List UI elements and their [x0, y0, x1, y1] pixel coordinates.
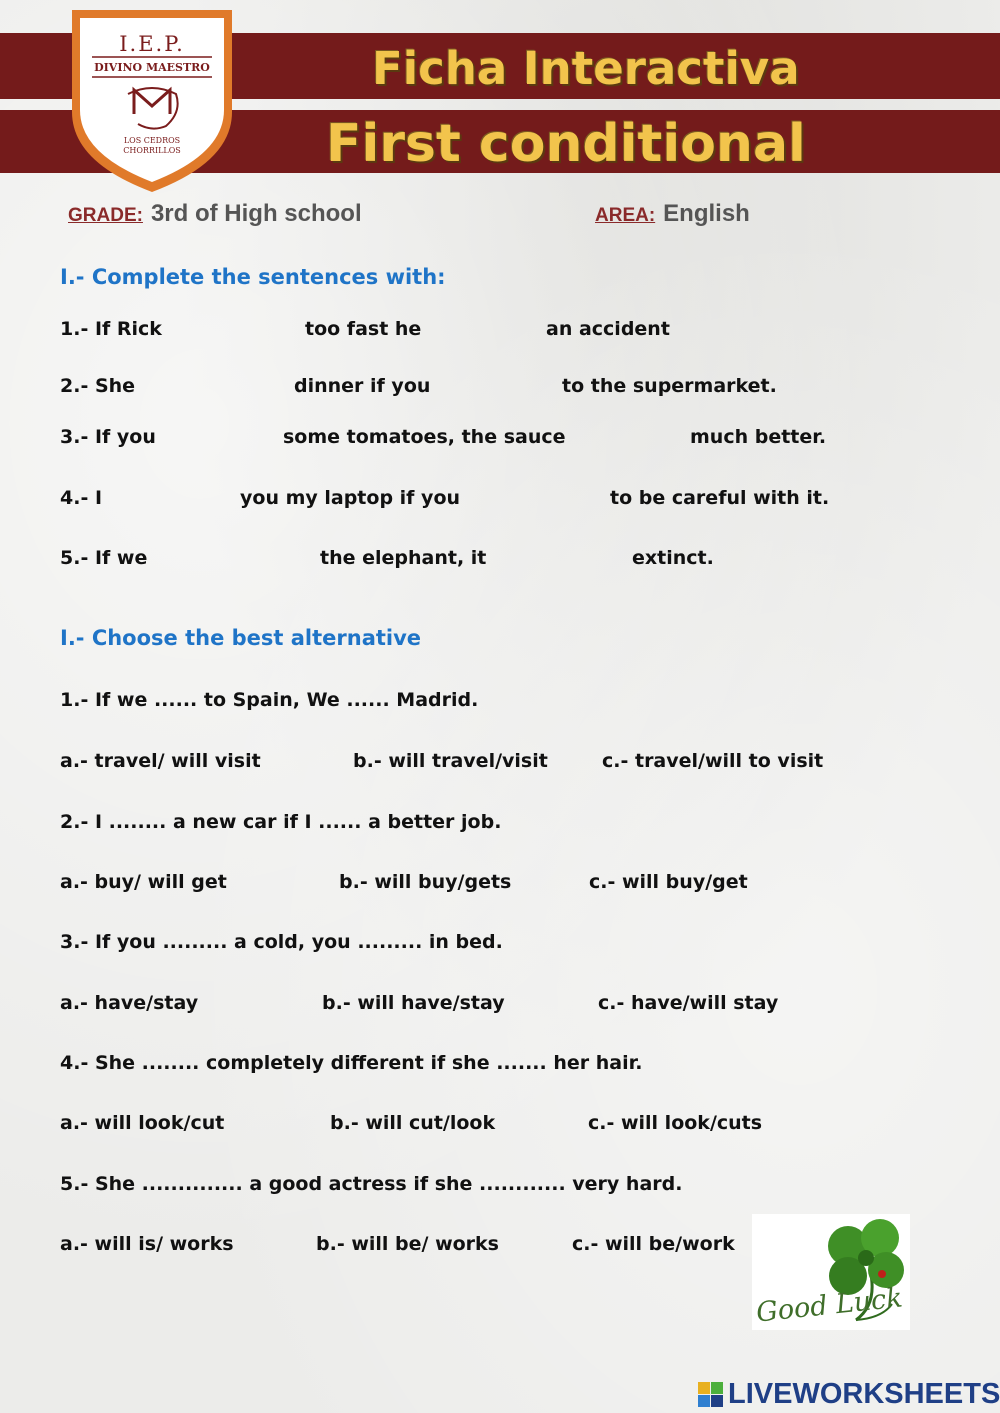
question-3: 3.- If you ......... a cold, you ......... in bed.	[60, 931, 503, 953]
question-1: 1.- If we ...... to Spain, We ...... Madrid.	[60, 689, 479, 711]
sentence-2-part-3: to the supermarket.	[562, 375, 777, 397]
sentence-1-part-2: too fast he	[305, 318, 422, 340]
crest-location: LOS CEDROS CHORRILLOS	[123, 136, 181, 155]
sentence-2-part-2: dinner if you	[294, 375, 431, 397]
area-field	[595, 200, 750, 228]
sentence-3-part-2: some tomatoes, the sauce	[283, 426, 566, 448]
question-1-option-a: a.- travel/ will visit	[60, 750, 261, 772]
grade-label: GRADE:	[68, 205, 143, 226]
question-3-option-b: b.- will have/stay	[322, 992, 505, 1014]
question-4: 4.- She ........ completely different if she ....... her hair.	[60, 1052, 643, 1074]
sentence-5-part-2: the elephant, it	[320, 547, 487, 569]
question-5: 5.- She .............. a good actress if she ............ very hard.	[60, 1173, 683, 1195]
question-4-option-c: c.- will look/cuts	[588, 1112, 763, 1134]
question-2-option-a: a.- buy/ will get	[60, 871, 227, 893]
liveworksheets-logo-icon	[698, 1382, 724, 1408]
grade-field	[68, 200, 362, 228]
question-4-option-a: a.- will look/cut	[60, 1112, 225, 1134]
good-luck-image	[752, 1214, 910, 1330]
question-1-option-c: c.- travel/will to visit	[602, 750, 824, 772]
section-choose-title: I.- Choose the best alternative	[60, 626, 422, 650]
sentence-2-part-1: 2.- She	[60, 375, 136, 397]
good-luck-text: Good Luck	[754, 1282, 904, 1329]
question-5-option-c: c.- will be/work	[572, 1233, 735, 1255]
question-5-option-b: b.- will be/ works	[316, 1233, 499, 1255]
liveworksheets-wordmark: LIVEWORKSHEETS	[728, 1378, 1000, 1410]
sentence-4-part-1: 4.- I	[60, 487, 103, 509]
sentence-5-part-1: 5.- If we	[60, 547, 148, 569]
sentence-4-part-3: to be careful with it.	[610, 487, 830, 509]
question-2: 2.- I ........ a new car if I ...... a better job.	[60, 811, 502, 833]
sentence-5-part-3: extinct.	[632, 547, 714, 569]
question-4-option-b: b.- will cut/look	[330, 1112, 496, 1134]
sentence-3-part-1: 3.- If you	[60, 426, 156, 448]
grade-value: 3rd of High school	[150, 200, 362, 227]
crest-school-name: DIVINO MAESTRO	[94, 61, 210, 74]
school-crest	[62, 2, 242, 198]
question-3-option-c: c.- have/will stay	[598, 992, 779, 1014]
section-complete-title: I.- Complete the sentences with:	[60, 265, 446, 289]
worksheet-title: Ficha Interactiva	[372, 42, 800, 95]
sentence-1-part-1: 1.- If Rick	[60, 318, 162, 340]
sentence-3-part-3: much better.	[690, 426, 827, 448]
sentence-4-part-2: you my laptop if you	[240, 487, 461, 509]
sentence-1-part-3: an accident	[546, 318, 670, 340]
area-label: AREA:	[595, 205, 656, 226]
crest-initials: I.E.P.	[119, 32, 185, 56]
question-5-option-a: a.- will is/ works	[60, 1233, 234, 1255]
worksheet-topic: First conditional	[326, 114, 806, 174]
question-1-option-b: b.- will travel/visit	[353, 750, 548, 772]
question-2-option-b: b.- will buy/gets	[339, 871, 512, 893]
area-value: English	[663, 200, 750, 227]
question-2-option-c: c.- will buy/get	[589, 871, 748, 893]
question-3-option-a: a.- have/stay	[60, 992, 199, 1014]
